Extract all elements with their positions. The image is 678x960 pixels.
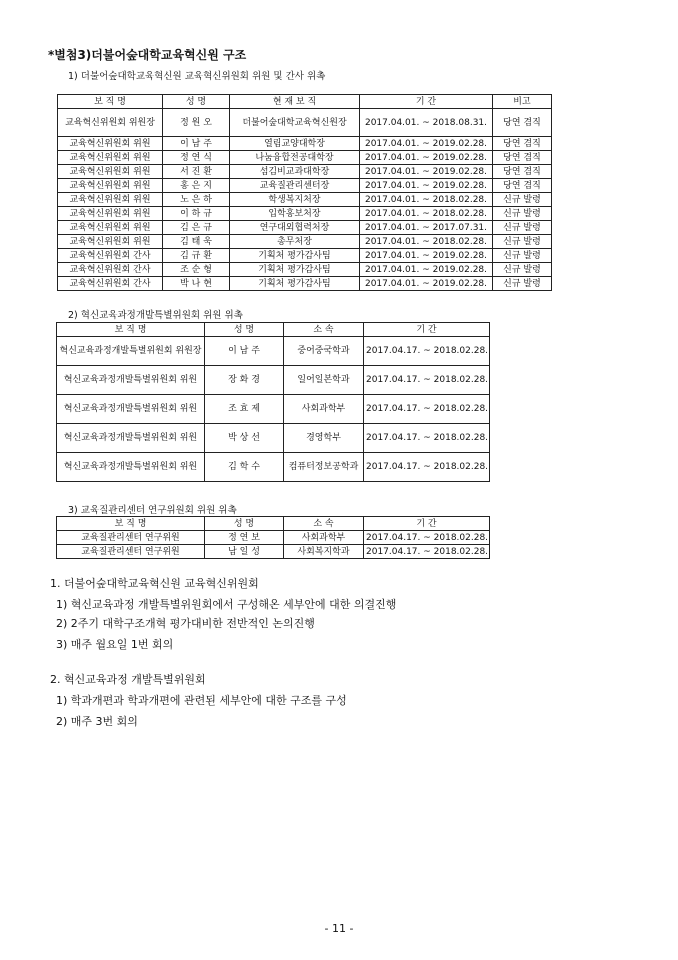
cell-name: 정 연 보	[205, 531, 284, 545]
cell-name: 이 남 주	[163, 137, 230, 151]
col-header-note: 비고	[493, 95, 552, 109]
cell-position: 교육혁신위원회 위원	[58, 221, 163, 235]
table-row	[58, 277, 552, 291]
cell-name: 이 남 주	[205, 337, 284, 366]
table-row	[58, 109, 552, 137]
cell-position: 교육혁신위원회 간사	[58, 263, 163, 277]
cell-period: 2017.04.01. ~ 2019.02.28.	[360, 277, 493, 291]
cell-note: 신규 발령	[493, 277, 552, 291]
col-header-affiliation: 소 속	[284, 517, 364, 531]
cell-position: 교육혁신위원회 위원	[58, 179, 163, 193]
col-header-period: 기 간	[364, 517, 490, 531]
cell-current-post: 열림교양대학장	[230, 137, 360, 151]
cell-position: 교육혁신위원회 위원	[58, 165, 163, 179]
cell-period: 2017.04.01. ~ 2018.02.28.	[360, 207, 493, 221]
table-row	[58, 165, 552, 179]
cell-period: 2017.04.17. ~ 2018.02.28.	[364, 453, 490, 482]
document-title: *별첨3)더불어숲대학교육혁신원 구조	[48, 48, 247, 62]
cell-name: 정 연 식	[163, 151, 230, 165]
cell-name: 정 원 오	[163, 109, 230, 137]
table-row	[58, 193, 552, 207]
cell-name: 김 은 규	[163, 221, 230, 235]
cell-position: 혁신교육과정개발특별위원회 위원	[57, 366, 205, 395]
cell-position: 교육혁신위원회 위원	[58, 235, 163, 249]
cell-position: 교육혁신위원회 위원	[58, 207, 163, 221]
cell-period: 2017.04.01. ~ 2019.02.28.	[360, 179, 493, 193]
cell-period: 2017.04.17. ~ 2018.02.28.	[364, 424, 490, 453]
cell-note: 신규 발령	[493, 249, 552, 263]
cell-note: 신규 발령	[493, 207, 552, 221]
page-number: - 11 -	[324, 922, 354, 935]
curriculum-committee-table	[56, 322, 490, 482]
cell-name: 김 규 환	[163, 249, 230, 263]
cell-position: 교육혁신위원회 간사	[58, 277, 163, 291]
cell-affiliation: 컴퓨터정보공학과	[284, 453, 364, 482]
table-row	[58, 249, 552, 263]
cell-period: 2017.04.17. ~ 2018.02.28.	[364, 337, 490, 366]
cell-name: 노 은 하	[163, 193, 230, 207]
cell-position: 교육질관리센터 연구위원	[57, 531, 205, 545]
cell-position: 혁신교육과정개발특별위원회 위원	[57, 453, 205, 482]
cell-current-post: 기획처 평가감사팀	[230, 277, 360, 291]
cell-position: 교육질관리센터 연구위원	[57, 545, 205, 559]
cell-affiliation: 일어일본학과	[284, 366, 364, 395]
cell-name: 박 나 현	[163, 277, 230, 291]
cell-current-post: 기획처 평가감사팀	[230, 263, 360, 277]
cell-affiliation: 경영학부	[284, 424, 364, 453]
cell-name: 박 상 선	[205, 424, 284, 453]
cell-name: 이 하 규	[163, 207, 230, 221]
committee-members-table	[57, 94, 552, 291]
cell-name: 홍 은 지	[163, 179, 230, 193]
col-header-position: 보 직 명	[58, 95, 163, 109]
table-row	[57, 545, 490, 559]
section-1-caption: 1) 더불어숲대학교육혁신원 교육혁신위원회 위원 및 간사 위촉	[68, 71, 326, 82]
cell-note: 신규 발령	[493, 263, 552, 277]
cell-period: 2017.04.01. ~ 2018.02.28.	[360, 193, 493, 207]
quality-center-table	[56, 516, 490, 559]
section-1-item: 1) 혁신교육과정 개발특별위원회에서 구성해온 세부안에 대한 의결진행	[56, 598, 397, 611]
cell-position: 교육혁신위원회 위원	[58, 137, 163, 151]
cell-name: 김 태 욱	[163, 235, 230, 249]
cell-current-post: 기획처 평가감사팀	[230, 249, 360, 263]
col-header-position: 보 직 명	[57, 323, 205, 337]
cell-current-post: 총무처장	[230, 235, 360, 249]
section-2-item: 2) 매주 3번 회의	[56, 715, 138, 728]
cell-position: 교육혁신위원회 위원	[58, 193, 163, 207]
table-row	[58, 235, 552, 249]
cell-name: 서 진 환	[163, 165, 230, 179]
col-header-affiliation: 소 속	[284, 323, 364, 337]
cell-current-post: 더불어숲대학교육혁신원장	[230, 109, 360, 137]
section-1-heading: 1. 더불어숲대학교육혁신원 교육혁신위원회	[50, 577, 259, 590]
cell-note: 신규 발령	[493, 235, 552, 249]
col-header-period: 기 간	[360, 95, 493, 109]
cell-affiliation: 사회복지학과	[284, 545, 364, 559]
cell-note: 당연 겸직	[493, 137, 552, 151]
cell-note: 당연 겸직	[493, 165, 552, 179]
cell-current-post: 나눔융합전공대학장	[230, 151, 360, 165]
section-1-item: 2) 2주기 대학구조개혁 평가대비한 전반적인 논의진행	[56, 617, 315, 630]
cell-position: 혁신교육과정개발특별위원회 위원장	[57, 337, 205, 366]
cell-position: 교육혁신위원회 위원장	[58, 109, 163, 137]
cell-current-post: 학생복지처장	[230, 193, 360, 207]
col-header-current-post: 현 재 보 직	[230, 95, 360, 109]
table-row	[58, 179, 552, 193]
cell-period: 2017.04.01. ~ 2019.02.28.	[360, 137, 493, 151]
table-row	[57, 453, 490, 482]
section-2-caption: 2) 혁신교육과정개발특별위원회 위원 위촉	[68, 310, 243, 321]
table-row	[58, 137, 552, 151]
table-row	[57, 424, 490, 453]
table-row	[57, 337, 490, 366]
col-header-name: 성 명	[205, 517, 284, 531]
cell-current-post: 섬김비교과대학장	[230, 165, 360, 179]
cell-note: 당연 겸직	[493, 109, 552, 137]
col-header-name: 성 명	[205, 323, 284, 337]
cell-period: 2017.04.01. ~ 2019.02.28.	[360, 263, 493, 277]
cell-current-post: 교육질관리센터장	[230, 179, 360, 193]
cell-position: 교육혁신위원회 위원	[58, 151, 163, 165]
col-header-period: 기 간	[364, 323, 490, 337]
cell-affiliation: 중어중국학과	[284, 337, 364, 366]
cell-period: 2017.04.01. ~ 2017.07.31.	[360, 221, 493, 235]
cell-period: 2017.04.17. ~ 2018.02.28.	[364, 395, 490, 424]
table-row	[58, 151, 552, 165]
cell-period: 2017.04.17. ~ 2018.02.28.	[364, 545, 490, 559]
cell-period: 2017.04.01. ~ 2018.08.31.	[360, 109, 493, 137]
cell-note: 신규 발령	[493, 193, 552, 207]
col-header-name: 성 명	[163, 95, 230, 109]
section-2-heading: 2. 혁신교육과정 개발특별위원회	[50, 673, 206, 686]
cell-affiliation: 사회과학부	[284, 395, 364, 424]
cell-note: 당연 겸직	[493, 179, 552, 193]
table-row	[57, 366, 490, 395]
cell-period: 2017.04.17. ~ 2018.02.28.	[364, 531, 490, 545]
cell-name: 남 일 성	[205, 545, 284, 559]
cell-name: 장 화 경	[205, 366, 284, 395]
cell-note: 당연 겸직	[493, 151, 552, 165]
cell-name: 조 순 형	[163, 263, 230, 277]
cell-name: 조 효 제	[205, 395, 284, 424]
cell-position: 혁신교육과정개발특별위원회 위원	[57, 424, 205, 453]
section-2-item: 1) 학과개편과 학과개편에 관련된 세부안에 대한 구조를 구성	[56, 694, 347, 707]
section-3-caption: 3) 교육질관리센터 연구위원회 위원 위촉	[68, 505, 237, 516]
cell-period: 2017.04.01. ~ 2018.02.28.	[360, 235, 493, 249]
table-row	[58, 207, 552, 221]
cell-affiliation: 사회과학부	[284, 531, 364, 545]
table-row	[57, 531, 490, 545]
cell-current-post: 입학홍보처장	[230, 207, 360, 221]
cell-period: 2017.04.01. ~ 2019.02.28.	[360, 249, 493, 263]
cell-position: 교육혁신위원회 간사	[58, 249, 163, 263]
cell-period: 2017.04.17. ~ 2018.02.28.	[364, 366, 490, 395]
table-row	[58, 221, 552, 235]
cell-current-post: 연구대외협력처장	[230, 221, 360, 235]
cell-position: 혁신교육과정개발특별위원회 위원	[57, 395, 205, 424]
cell-period: 2017.04.01. ~ 2019.02.28.	[360, 151, 493, 165]
table-row	[58, 263, 552, 277]
cell-note: 신규 발령	[493, 221, 552, 235]
section-1-item: 3) 매주 월요일 1번 회의	[56, 638, 174, 651]
cell-period: 2017.04.01. ~ 2019.02.28.	[360, 165, 493, 179]
table-row	[57, 395, 490, 424]
col-header-position: 보 직 명	[57, 517, 205, 531]
cell-name: 김 학 수	[205, 453, 284, 482]
